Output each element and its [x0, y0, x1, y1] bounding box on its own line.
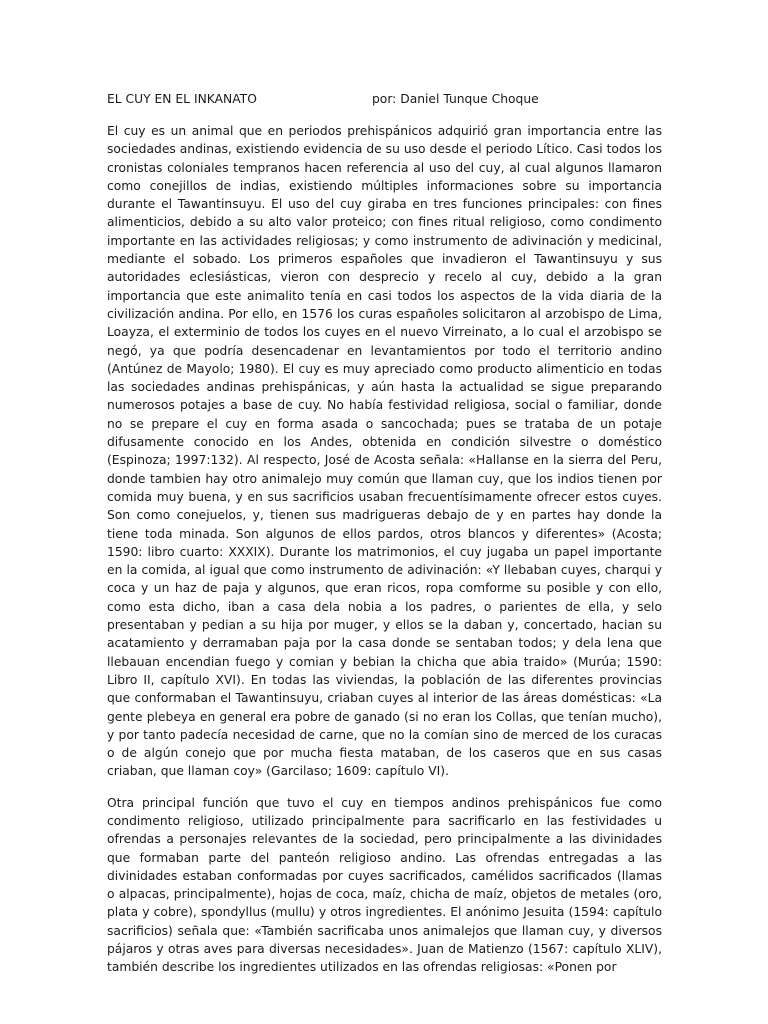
paragraph-2: Otra principal función que tuvo el cuy en tiempos andinos prehispánicos fue como condimento religioso, utilizado principalmente para sacrificarlo en las festividades u ofrendas a personajes relevantes de la sociedad, pero principalmente a las divinidades que formaban parte del panteón religioso andino. Las ofrendas entregadas a las divinidades estaban conformadas por cuyes sacrificados, camélidos sacrificados (llamas o alpacas, principalmente), hojas de coca, maíz, chicha de maíz, objetos de metales (oro, plata y cobre), spondyllus (mullu) y otros ingredientes. El anónimo Jesuita (1594: capítulo sacrificios) señala que: «También sacrificaba unos animalejos que llaman cuy, y diversos pájaros y otras aves para diversas necesidades». Juan de Matienzo (1567: capítulo XLIV), también describe los ingredientes utilizados en las ofrendas religiosas: «Ponen por [107, 795, 662, 975]
document-header [107, 90, 662, 108]
document-author: por: Daniel Tunque Choque [372, 92, 539, 106]
document-title: EL CUY EN EL INKANATO [107, 92, 257, 106]
paragraph-1: El cuy es un animal que en periodos prehispánicos adquirió gran importancia entre las sociedades andinas, existiendo evidencia de su uso desde el periodo Lítico. Casi todos los cronistas coloniales tempranos hacen referencia al uso del cuy, al cual algunos llamaron como conejillos de indias, existiendo múltiples informaciones sobre su importancia durante el Tawantinsuyu. El uso del cuy giraba en tres funciones principales: con fines alimenticios, debido a su alto valor proteico; con fines ritual religioso, como condimento importante en las actividades religiosas; y como instrumento de adivinación y medicinal, mediante el sobado. Los primeros españoles que invadieron el Tawantinsuyu y sus autoridades eclesiásticas, vieron con desprecio y recelo al cuy, debido a la gran importancia que este animalito tenía en casi todos los aspectos de la vida diaria de la civilización andina. Por ello, en 1576 los curas españoles solicitaron al arzobispo de Lima, Loayza, el exterminio de todos los cuyes en el nuevo Virreinato, a lo cual el arzobispo se negó, ya que podría desencadenar en levantamientos por todo el territorio andino (Antúnez de Mayolo; 1980). El cuy es muy apreciado como producto alimenticio en todas las sociedades andinas prehispánicas, y aún hasta la actualidad se sigue preparando numerosos potajes a base de cuy. No había festividad religiosa, social o familiar, donde no se prepare el cuy en forma asada o sancochada; pues se trataba de un potaje difusamente conocido en los Andes, obtenida en condición silvestre o doméstico (Espinoza; 1997:132). Al respecto, José de Acosta señala: «Hallanse en la sierra del Peru, donde tambien hay otro animalejo muy común que llaman cuy, que los indios tienen por comida muy buena, y en sus sacrificios usaban frecuentísimamente ofrecer estos cuyes. Son como conejuelos, y, tienen sus madrigueras debajo de y en partes hay donde la tiene toda minada. Son algunos de ellos pardos, otros blancos y diferentes» (Acosta; 1590: libro cuarto: XXXIX). Durante los matrimonios, el cuy jugaba un papel importante en la comida, al igual que como instrumento de adivinación: «Y llebaban cuyes, charqui y coca y un haz de paja y algunos, que eran ricos, ropa comforme su posible y con ello, como esta dicho, iban a casa dela nobia a los padres, o parientes de ella, y selo presentaban y pedian a su hija por muger, y ellos se la daban y, concertado, hacian su acatamiento y derramaban paja por la casa donde se sentaban todos; y dela lena que llebauan encendian fuego y comian y bebian la chicha que abia traido» (Murúa; 1590: Libro II, capítulo XVI). En todas las viviendas, la población de las diferentes provincias que conformaban el Tawantinsuyu, criaban cuyes al interior de las áreas domésticas: «La gente plebeya en general era pobre de ganado (si no eran los Collas, que tenían mucho), y por tanto padecía necesidad de carne, que no la comían sino de merced de los curacas o de algún conejo que por mucha fiesta mataban, de los caseros que en sus casas criaban, que llaman coy» (Garcilaso; 1609: capítulo VI). [107, 124, 662, 779]
document-body [107, 90, 662, 990]
